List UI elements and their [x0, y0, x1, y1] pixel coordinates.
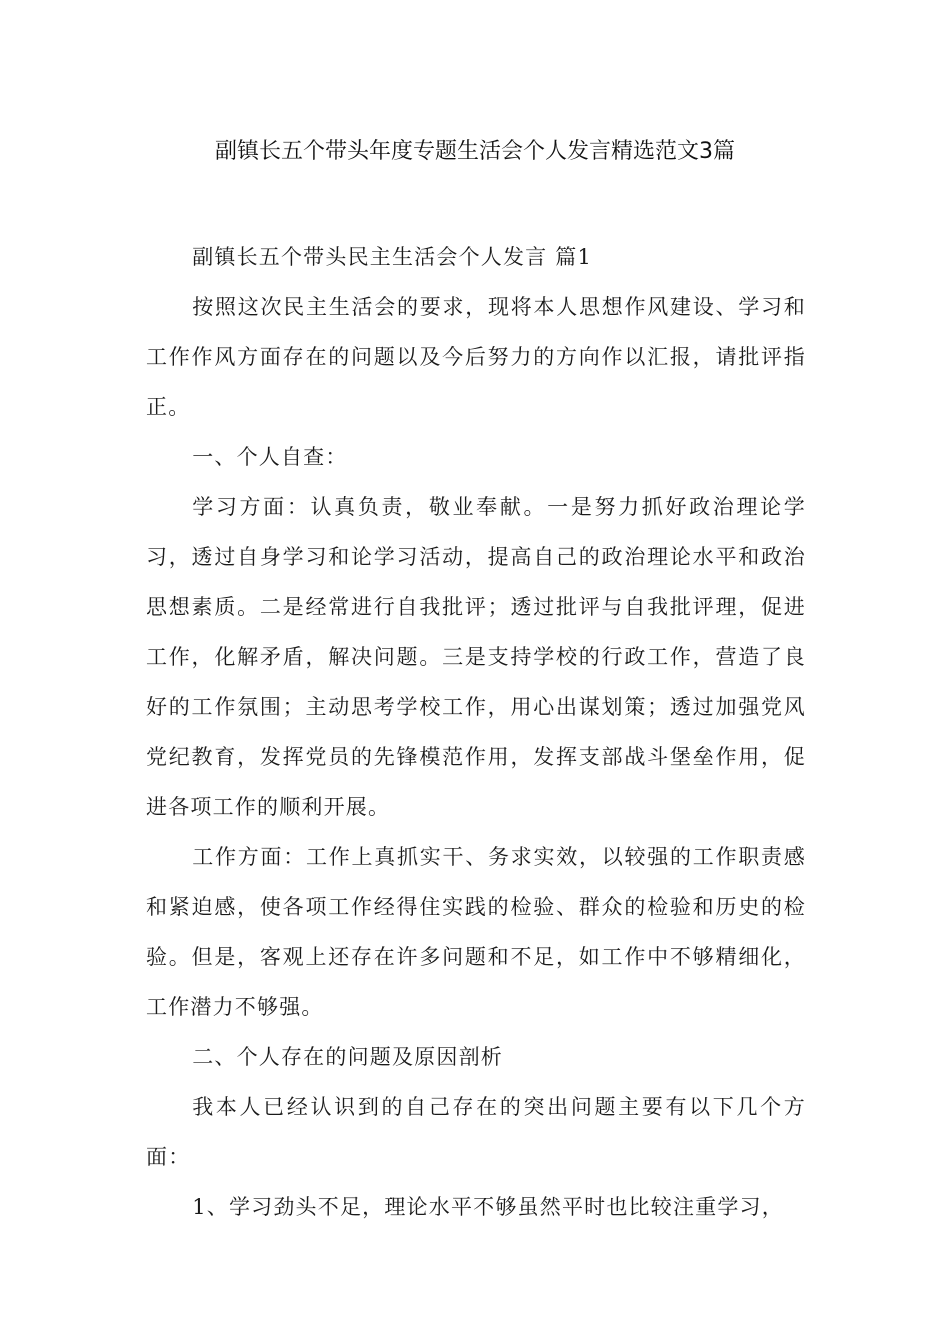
- document-body: [146, 232, 806, 1232]
- section-heading: 副镇长五个带头民主生活会个人发言 篇1: [192, 245, 593, 269]
- paragraph: 工作方面：工作上真抓实干、务求实效，以较强的工作职责感和紧迫感，使各项工作经得住实践的检验、群众的检验和历史的检验。但是，客观上还存在许多问题和不足，如工作中不够精细化，工作潜力不够强。: [146, 845, 806, 1019]
- document-title: 副镇长五个带头年度专题生活会个人发言精选范文3篇: [215, 139, 735, 164]
- paragraph: 按照这次民主生活会的要求，现将本人思想作风建设、学习和工作作风方面存在的问题以及今后努力的方向作以汇报，请批评指正。: [146, 295, 806, 419]
- paragraph: 学习方面：认真负责，敬业奉献。一是努力抓好政治理论学习，透过自身学习和论学习活动，提高自己的政治理论水平和政治思想素质。二是经常进行自我批评；透过批评与自我批评理，促进工作，化解矛盾，解决问题。三是支持学校的行政工作，营造了良好的工作氛围；主动思考学校工作，用心出谋划策；透过加强党风党纪教育，发挥党员的先锋模范作用，发挥支部战斗堡垒作用，促进各项工作的顺利开展。: [146, 495, 806, 819]
- section-heading: 一、个人自查：: [192, 445, 348, 469]
- paragraph: 我本人已经认识到的自己存在的突出问题主要有以下几个方面：: [146, 1095, 806, 1169]
- section-heading: 二、个人存在的问题及原因剖析: [192, 1045, 503, 1069]
- paragraph: 1、学习劲头不足，理论水平不够虽然平时也比较注重学习，: [192, 1195, 784, 1219]
